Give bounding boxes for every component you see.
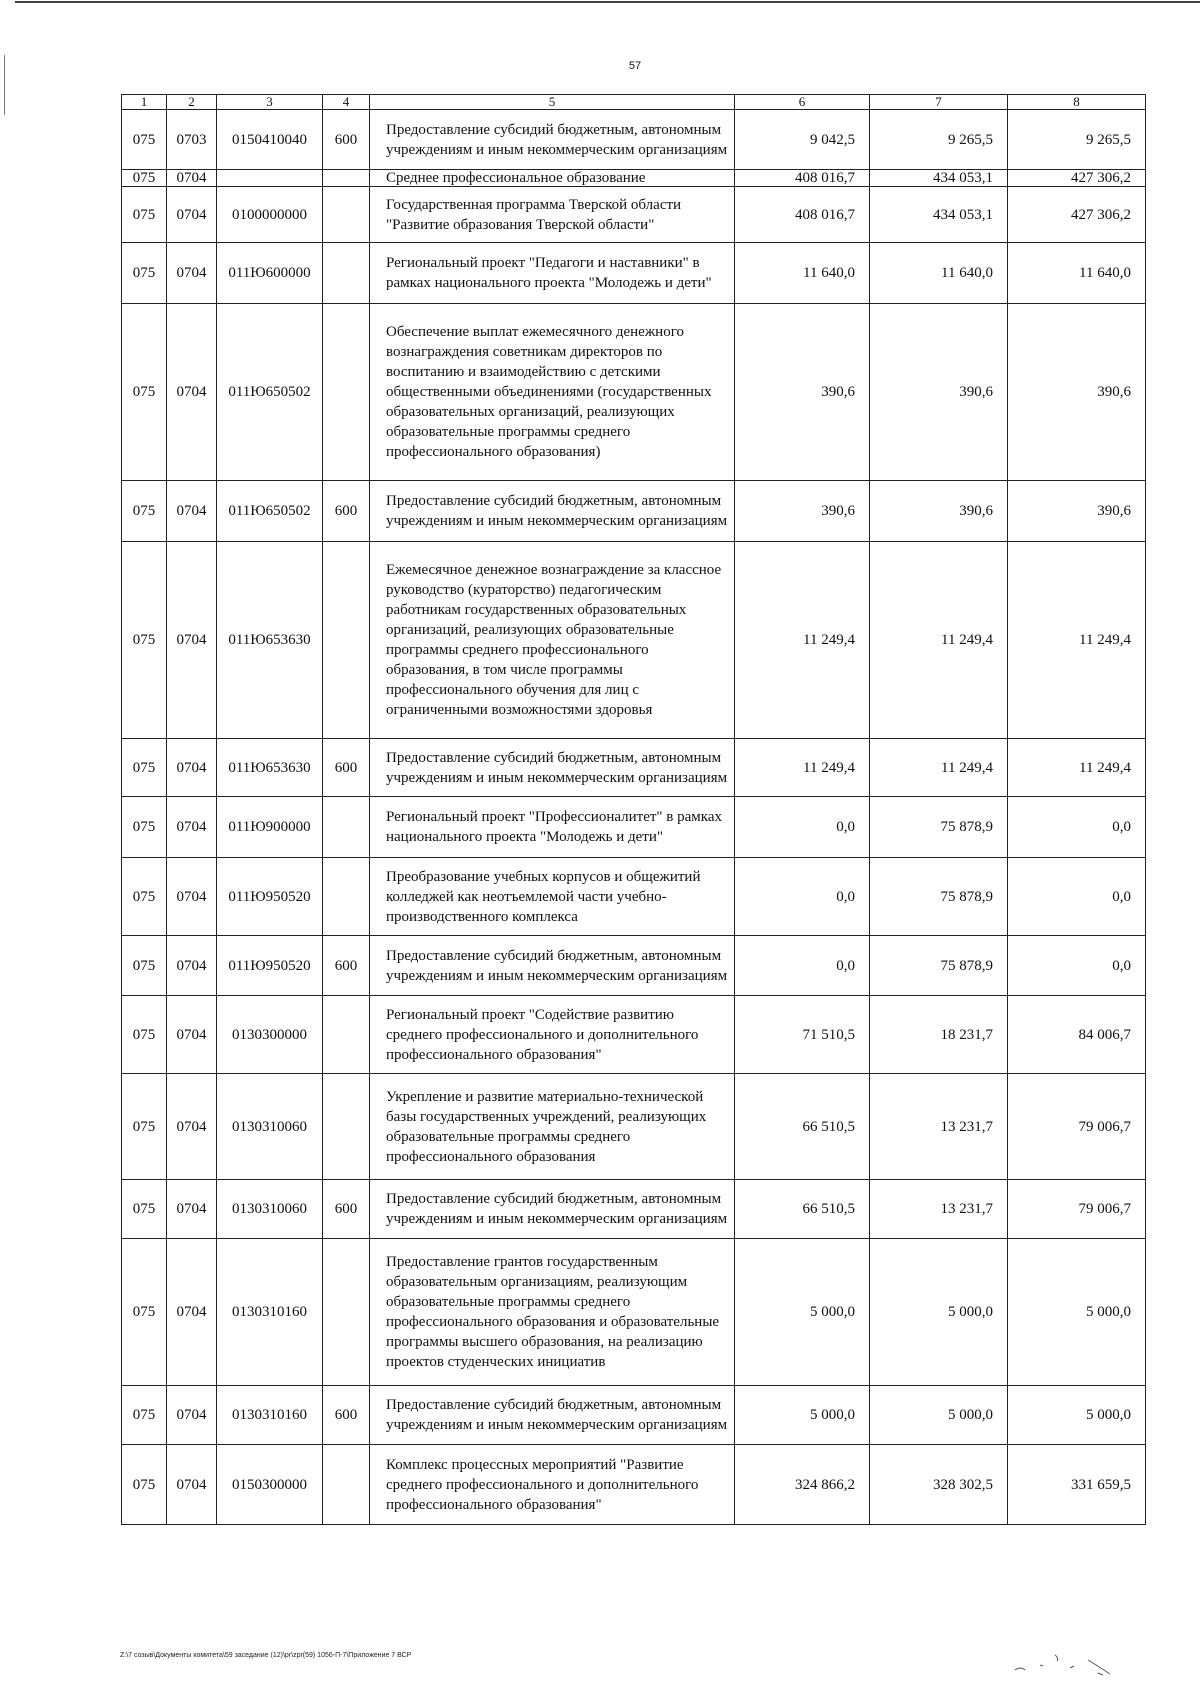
table-cell-c2: 0704	[167, 187, 217, 243]
table-cell-c4	[323, 797, 370, 858]
table-cell-c5: Региональный проект "Педагоги и наставники" в рамках национального проекта "Молодежь и дети"	[370, 243, 735, 304]
table-cell-c5: Предоставление субсидий бюджетным, автономным учреждениям и иным некоммерческим организациям	[370, 1386, 735, 1445]
header-col-3: 3	[217, 95, 323, 110]
table-cell-c2: 0704	[167, 1445, 217, 1525]
table-cell-c6: 11 249,4	[735, 739, 870, 797]
table-cell-c3: 011Ю650502	[217, 304, 323, 481]
table-cell-c2: 0704	[167, 170, 217, 187]
table-cell-c2: 0704	[167, 996, 217, 1074]
table-cell-c8: 11 640,0	[1008, 243, 1146, 304]
table-cell-c7: 18 231,7	[870, 996, 1008, 1074]
table-row	[122, 542, 1146, 739]
table-cell-c2: 0704	[167, 797, 217, 858]
table-cell-c3: 0150410040	[217, 110, 323, 170]
table-cell-c4	[323, 996, 370, 1074]
table-cell-c1: 075	[122, 936, 167, 996]
table-cell-c1: 075	[122, 187, 167, 243]
table-row	[122, 170, 1146, 187]
table-cell-c8: 331 659,5	[1008, 1445, 1146, 1525]
header-col-5: 5	[370, 95, 735, 110]
table-cell-c8: 11 249,4	[1008, 542, 1146, 739]
table-cell-c7: 390,6	[870, 481, 1008, 542]
table-cell-c8: 0,0	[1008, 797, 1146, 858]
table-cell-c8: 390,6	[1008, 481, 1146, 542]
table-cell-c7: 13 231,7	[870, 1180, 1008, 1239]
table-cell-c8: 5 000,0	[1008, 1386, 1146, 1445]
table-cell-c8: 11 249,4	[1008, 739, 1146, 797]
table-cell-c3: 011Ю653630	[217, 739, 323, 797]
table-cell-c7: 11 249,4	[870, 739, 1008, 797]
table-cell-c1: 075	[122, 1445, 167, 1525]
table-cell-c5: Предоставление субсидий бюджетным, автономным учреждениям и иным некоммерческим организациям	[370, 739, 735, 797]
header-col-6: 6	[735, 95, 870, 110]
header-col-2: 2	[167, 95, 217, 110]
table-cell-c1: 075	[122, 858, 167, 936]
table-cell-c3: 011Ю950520	[217, 858, 323, 936]
table-cell-c6: 0,0	[735, 858, 870, 936]
table-cell-c8: 0,0	[1008, 858, 1146, 936]
table-cell-c3: 011Ю650502	[217, 481, 323, 542]
table-cell-c6: 0,0	[735, 797, 870, 858]
table-row	[122, 110, 1146, 170]
table-cell-c1: 075	[122, 996, 167, 1074]
table-cell-c4	[323, 243, 370, 304]
table-cell-c2: 0704	[167, 1180, 217, 1239]
table-cell-c8: 79 006,7	[1008, 1074, 1146, 1180]
table-cell-c4: 600	[323, 1180, 370, 1239]
table-row	[122, 797, 1146, 858]
table-cell-c5: Среднее профессиональное образование	[370, 170, 735, 187]
table-header-row	[122, 95, 1146, 110]
table-cell-c7: 75 878,9	[870, 797, 1008, 858]
table-cell-c2: 0704	[167, 1386, 217, 1445]
table-cell-c4	[323, 1074, 370, 1180]
table-cell-c5: Предоставление субсидий бюджетным, автономным учреждениям и иным некоммерческим организациям	[370, 936, 735, 996]
table-cell-c4: 600	[323, 936, 370, 996]
table-cell-c7: 11 249,4	[870, 542, 1008, 739]
table-cell-c1: 075	[122, 243, 167, 304]
table-cell-c5: Региональный проект "Профессионалитет" в рамках национального проекта "Молодежь и дети"	[370, 797, 735, 858]
table-cell-c7: 75 878,9	[870, 858, 1008, 936]
table-cell-c4	[323, 170, 370, 187]
table-cell-c2: 0704	[167, 481, 217, 542]
header-col-1: 1	[122, 95, 167, 110]
table-cell-c7: 434 053,1	[870, 187, 1008, 243]
table-cell-c7: 9 265,5	[870, 110, 1008, 170]
table-cell-c1: 075	[122, 1180, 167, 1239]
table-row	[122, 996, 1146, 1074]
table-cell-c7: 5 000,0	[870, 1239, 1008, 1386]
table-cell-c5: Обеспечение выплат ежемесячного денежного вознаграждения советникам директоров по воспитанию и взаимодействию с детскими общественными объединениями (государственных образовательных организаций, реализующих образовательные программы среднего профессионального образования)	[370, 304, 735, 481]
table-cell-c3: 011Ю600000	[217, 243, 323, 304]
budget-table	[121, 94, 1146, 1525]
table-cell-c4	[323, 542, 370, 739]
table-cell-c1: 075	[122, 1239, 167, 1386]
header-col-8: 8	[1008, 95, 1146, 110]
table-cell-c6: 66 510,5	[735, 1074, 870, 1180]
table-cell-c8: 390,6	[1008, 304, 1146, 481]
table-cell-c3: 011Ю950520	[217, 936, 323, 996]
table-cell-c1: 075	[122, 170, 167, 187]
table-cell-c1: 075	[122, 542, 167, 739]
table-cell-c4	[323, 1445, 370, 1525]
table-cell-c6: 11 640,0	[735, 243, 870, 304]
page-number: 57	[628, 60, 642, 72]
table-cell-c3: 0100000000	[217, 187, 323, 243]
table-row	[122, 1180, 1146, 1239]
table-row	[122, 936, 1146, 996]
table-cell-c2: 0704	[167, 542, 217, 739]
signature-scribble	[1010, 1640, 1130, 1680]
table-row	[122, 1386, 1146, 1445]
table-cell-c6: 390,6	[735, 481, 870, 542]
table-cell-c3: 0130310160	[217, 1386, 323, 1445]
table-cell-c8: 5 000,0	[1008, 1239, 1146, 1386]
table-cell-c7: 434 053,1	[870, 170, 1008, 187]
table-row	[122, 1074, 1146, 1180]
table-cell-c3: 011Ю900000	[217, 797, 323, 858]
table-cell-c2: 0703	[167, 110, 217, 170]
table-cell-c7: 75 878,9	[870, 936, 1008, 996]
table-cell-c2: 0704	[167, 1239, 217, 1386]
table-cell-c8: 84 006,7	[1008, 996, 1146, 1074]
table-cell-c3: 0130310060	[217, 1180, 323, 1239]
table-cell-c3: 0130310160	[217, 1239, 323, 1386]
table-cell-c1: 075	[122, 797, 167, 858]
header-col-7: 7	[870, 95, 1008, 110]
scan-edge-mark	[4, 55, 5, 115]
table-cell-c7: 13 231,7	[870, 1074, 1008, 1180]
table-cell-c7: 390,6	[870, 304, 1008, 481]
table-cell-c8: 9 265,5	[1008, 110, 1146, 170]
table-cell-c1: 075	[122, 481, 167, 542]
table-row	[122, 304, 1146, 481]
table-cell-c5: Преобразование учебных корпусов и общежитий колледжей как неотъемлемой части учебно-производственного комплекса	[370, 858, 735, 936]
table-cell-c2: 0704	[167, 1074, 217, 1180]
table-cell-c7: 5 000,0	[870, 1386, 1008, 1445]
table-cell-c2: 0704	[167, 936, 217, 996]
table-row	[122, 858, 1146, 936]
table-cell-c5: Региональный проект "Содействие развитию среднего профессионального и дополнительного профессионального образования"	[370, 996, 735, 1074]
table-cell-c4: 600	[323, 110, 370, 170]
table-cell-c1: 075	[122, 1386, 167, 1445]
table-cell-c8: 427 306,2	[1008, 187, 1146, 243]
table-cell-c4	[323, 1239, 370, 1386]
table-cell-c2: 0704	[167, 858, 217, 936]
table-cell-c8: 0,0	[1008, 936, 1146, 996]
table-row	[122, 1445, 1146, 1525]
table-cell-c1: 075	[122, 1074, 167, 1180]
table-cell-c5: Комплекс процессных мероприятий "Развитие среднего профессионального и дополнительного профессионального образования"	[370, 1445, 735, 1525]
table-cell-c4: 600	[323, 481, 370, 542]
table-cell-c4	[323, 187, 370, 243]
table-cell-c4: 600	[323, 739, 370, 797]
table-cell-c3: 0130310060	[217, 1074, 323, 1180]
table-cell-c4	[323, 858, 370, 936]
table-cell-c2: 0704	[167, 739, 217, 797]
table-cell-c6: 11 249,4	[735, 542, 870, 739]
table-cell-c6: 66 510,5	[735, 1180, 870, 1239]
table-row	[122, 481, 1146, 542]
table-cell-c6: 408 016,7	[735, 187, 870, 243]
table-cell-c1: 075	[122, 739, 167, 797]
footer-file-path: Z:\7 созыв\Документы комитета\59 заседание (12)\pr\zpr(59) 1056-П-7\Приложение 7 ВСР	[120, 1652, 412, 1659]
table-cell-c6: 9 042,5	[735, 110, 870, 170]
table-cell-c8: 79 006,7	[1008, 1180, 1146, 1239]
table-cell-c5: Укрепление и развитие материально-технической базы государственных учреждений, реализующих образовательные программы среднего профессионального образования	[370, 1074, 735, 1180]
table-cell-c6: 5 000,0	[735, 1239, 870, 1386]
table-cell-c5: Предоставление грантов государственным образовательным организациям, реализующим образовательные программы среднего профессионального образования и образовательные программы высшего образования, на реализацию проектов студенческих инициатив	[370, 1239, 735, 1386]
table-cell-c4	[323, 304, 370, 481]
table-row	[122, 1239, 1146, 1386]
header-col-4: 4	[323, 95, 370, 110]
table-cell-c3: 011Ю653630	[217, 542, 323, 739]
table-cell-c6: 5 000,0	[735, 1386, 870, 1445]
table-cell-c6: 71 510,5	[735, 996, 870, 1074]
table-row	[122, 243, 1146, 304]
table-cell-c2: 0704	[167, 304, 217, 481]
table-body	[122, 110, 1146, 1525]
table-cell-c1: 075	[122, 110, 167, 170]
table-cell-c6: 408 016,7	[735, 170, 870, 187]
table-cell-c6: 390,6	[735, 304, 870, 481]
table-cell-c5: Предоставление субсидий бюджетным, автономным учреждениям и иным некоммерческим организациям	[370, 481, 735, 542]
table-cell-c1: 075	[122, 304, 167, 481]
table-cell-c6: 0,0	[735, 936, 870, 996]
table-cell-c3: 0130300000	[217, 996, 323, 1074]
table-cell-c7: 11 640,0	[870, 243, 1008, 304]
table-cell-c5: Предоставление субсидий бюджетным, автономным учреждениям и иным некоммерческим организациям	[370, 110, 735, 170]
table-cell-c4: 600	[323, 1386, 370, 1445]
table-row	[122, 739, 1146, 797]
table-cell-c2: 0704	[167, 243, 217, 304]
table-cell-c8: 427 306,2	[1008, 170, 1146, 187]
table-cell-c5: Предоставление субсидий бюджетным, автономным учреждениям и иным некоммерческим организациям	[370, 1180, 735, 1239]
table-cell-c5: Ежемесячное денежное вознаграждение за классное руководство (кураторство) педагогическим работникам государственных образовательных организаций, реализующих образовательные программы среднего профессионального образования, в том числе программы профессионального обучения для лиц с ограниченными возможностями здоровья	[370, 542, 735, 739]
top-border-line	[15, 1, 1200, 3]
table-row	[122, 187, 1146, 243]
table-cell-c3: 0150300000	[217, 1445, 323, 1525]
table-cell-c7: 328 302,5	[870, 1445, 1008, 1525]
table-cell-c3	[217, 170, 323, 187]
table-cell-c6: 324 866,2	[735, 1445, 870, 1525]
table-cell-c5: Государственная программа Тверской области "Развитие образования Тверской области"	[370, 187, 735, 243]
